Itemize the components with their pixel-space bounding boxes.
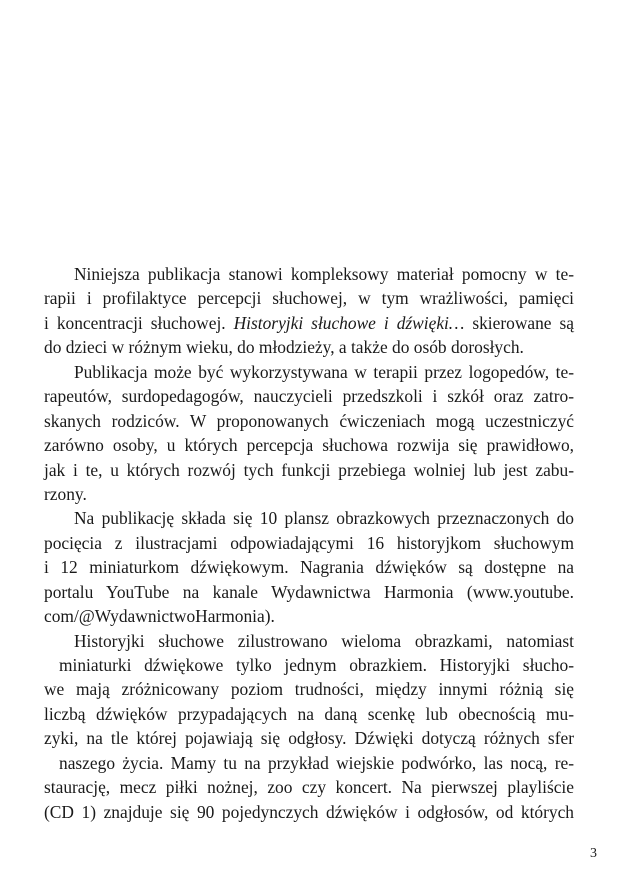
text-line: zarówno osoby, u których percepcja słuchowa rozwija się prawidłowo, — [44, 435, 574, 456]
paragraph-2 — [44, 360, 574, 507]
text-line: Niniejsza publikacja stanowi kompleksowy materiał pomocny w te- — [74, 264, 574, 284]
text-line: staurację, mecz piłki nożnej, zoo czy koncert. Na pierwszej playliście — [44, 777, 574, 798]
text-line: Publikacja może być wykorzystywana w terapii przez logopedów, te- — [74, 361, 574, 382]
text-line: naszego życia. Mamy tu na przykład wiejskie podwórko, las nocą, re- — [59, 752, 574, 773]
text-line: zyki, na tle której pojawiają się odgłosy. Dźwięki dotyczą różnych sfer — [44, 728, 574, 749]
text-line: skanych rodziców. W proponowanych ćwiczeniach mogą uczestniczyć — [44, 410, 574, 431]
text-line: portalu YouTube na kanale Wydawnictwa Harmonia (www.youtube. — [44, 581, 574, 602]
text-line: jak i te, u których rozwój tych funkcji przebiega wolniej lub jest zabu- — [44, 459, 574, 480]
text-line: miniaturki dźwiękowe tylko jednym obrazkiem. Historyjki słucho- — [59, 655, 574, 675]
text-line: rapeutów, surdopedagogów, nauczycieli przedszkoli i szkół oraz zatro- — [44, 386, 574, 407]
text-line: liczbą dźwięków przypadających na daną scenkę lub obecnością mu- — [44, 703, 574, 724]
text-line: Historyjki słuchowe zilustrowano wieloma obrazkami, natomiast — [74, 630, 574, 651]
text-line: Na publikację składa się 10 plansz obrazkowych przeznaczonych do — [74, 508, 574, 529]
body-text — [44, 262, 574, 824]
text-line: pocięcia z ilustracjami odpowiadającymi 16 historyjkom słuchowym — [44, 532, 574, 553]
text-line: rapii i profilaktyce percepcji słuchowej, w tym wrażliwości, pamięci — [44, 288, 574, 309]
book-title: Historyjki słuchowe i dźwięki… — [233, 312, 465, 333]
text-line: i koncentracji słuchowej. Historyjki słuchowe i dźwięki… skierowane są — [44, 312, 575, 333]
text-line: we mają zróżnicowany poziom trudności, między innymi różnią się — [44, 679, 574, 700]
text-line: i 12 miniaturkom dźwiękowym. Nagrania dźwięków są dostępne na — [44, 557, 574, 578]
text-line: com/@WydawnictwoHarmonia). — [44, 606, 275, 627]
paragraph-3 — [44, 506, 574, 628]
paragraph-1 — [44, 262, 574, 360]
text-line: (CD 1) znajduje się 90 pojedynczych dźwięków i odgłosów, od których — [44, 801, 574, 822]
paragraph-4 — [44, 629, 574, 825]
text-line: rzony. — [44, 483, 87, 504]
text-line: do dzieci w różnym wieku, do młodzieży, a także do osób dorosłych. — [44, 337, 524, 358]
page-number: 3 — [590, 846, 597, 861]
